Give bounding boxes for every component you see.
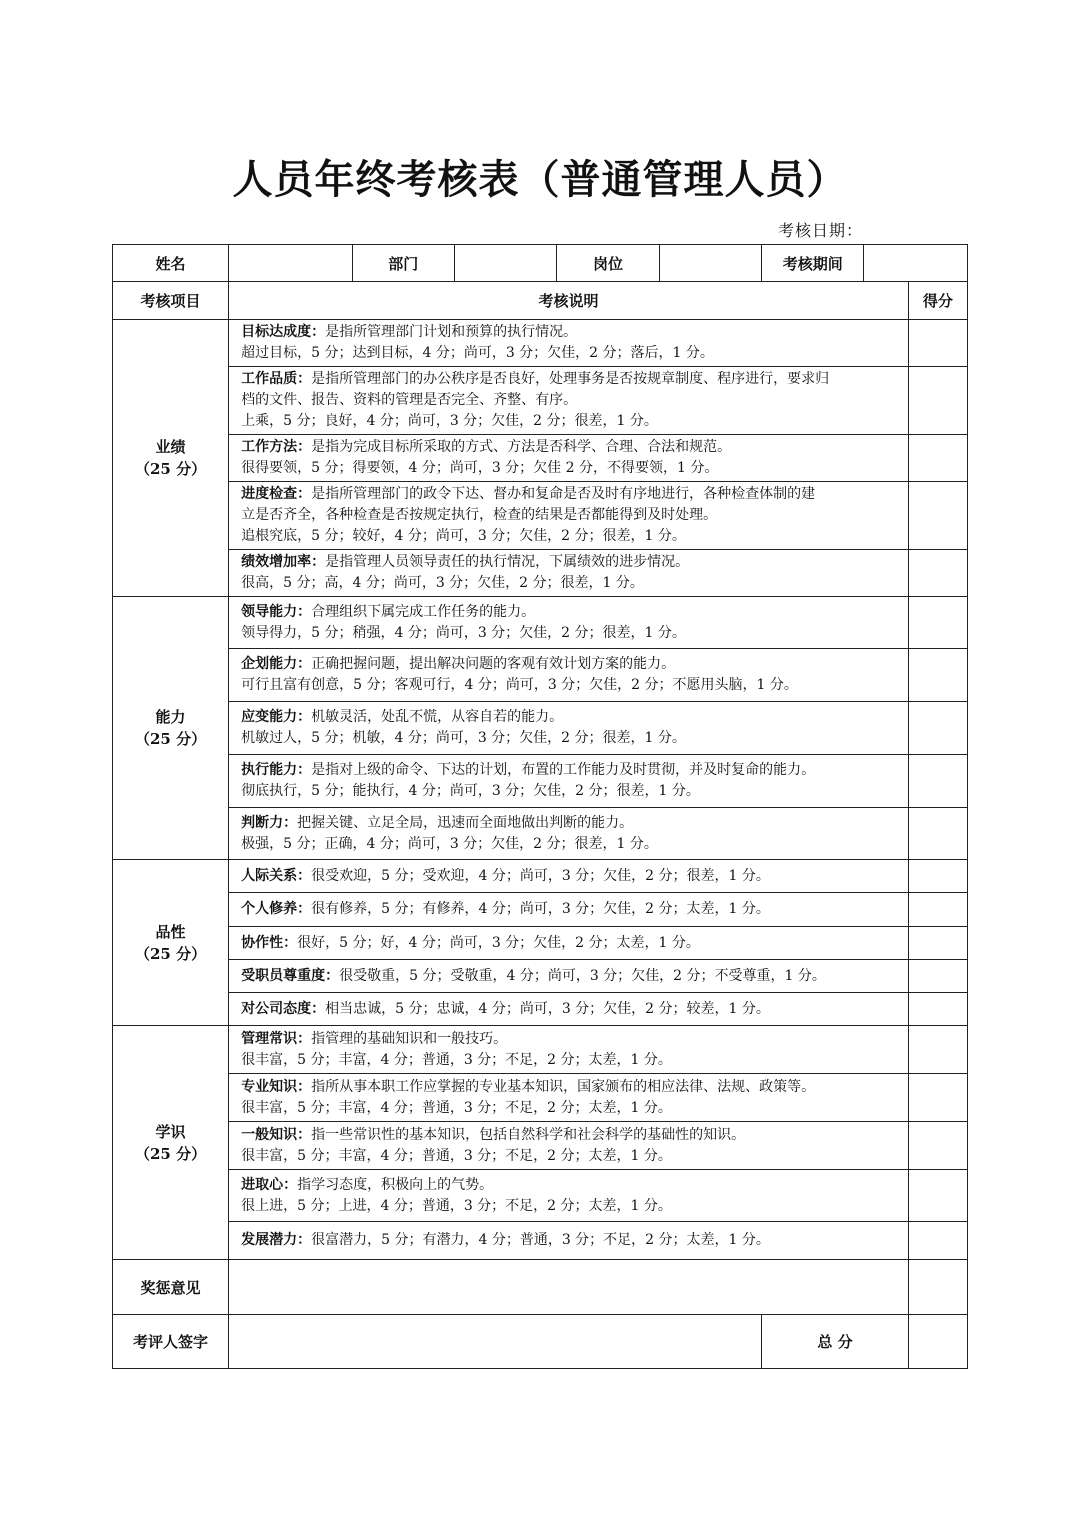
criterion-line <box>241 411 908 432</box>
criterion-line <box>241 437 908 458</box>
score-header: 得分 <box>908 282 967 320</box>
criterion-line <box>241 458 908 479</box>
post-field[interactable] <box>659 245 761 282</box>
criterion-description <box>229 755 909 808</box>
criterion-description <box>229 893 909 927</box>
criterion-line <box>241 675 908 696</box>
criterion-line <box>241 899 908 920</box>
criterion-line <box>241 623 908 644</box>
criterion-line <box>241 526 908 547</box>
criterion-description <box>229 927 909 960</box>
criterion-description <box>229 649 909 702</box>
criterion-description <box>229 597 909 649</box>
category-name: 能力 <box>155 708 186 726</box>
category-name: 业绩 <box>155 438 186 456</box>
score-cell[interactable] <box>908 435 967 482</box>
criterion-row <box>113 993 968 1026</box>
category-points: （25 分） <box>135 730 207 748</box>
score-cell[interactable] <box>908 649 967 702</box>
criterion-line <box>241 1230 908 1251</box>
criterion-description <box>229 993 909 1026</box>
criterion-name: 协作性： <box>241 934 298 951</box>
criterion-line <box>241 707 908 728</box>
criterion-row <box>113 1122 968 1170</box>
header-row <box>113 282 968 320</box>
criterion-name: 企划能力： <box>241 656 312 672</box>
reward-row <box>113 1260 968 1315</box>
criterion-name: 个人修养： <box>241 901 312 917</box>
score-cell[interactable] <box>908 927 967 960</box>
criterion-description <box>229 808 909 860</box>
criterion-text: 很富潜力，5 分；有潜力，4 分；普通，3 分；不足，2 分；太差，1 分。 <box>311 1232 770 1248</box>
criterion-text: 是指为完成目标所采取的方式、方法是否科学、合理、合法和规范。 <box>311 439 732 455</box>
criterion-row <box>113 808 968 860</box>
criterion-text: 很受敬重，5 分；受敬重，4 分；尚可，3 分；欠佳，2 分；不受尊重，1 分。 <box>339 967 826 984</box>
category-name: 品性 <box>155 922 186 941</box>
criterion-text: 很有修养，5 分；有修养，4 分；尚可，3 分；欠佳，2 分；太差，1 分。 <box>311 901 770 917</box>
criterion-row <box>113 1170 968 1222</box>
criterion-line <box>241 573 908 594</box>
period-label: 考核期间 <box>762 245 864 282</box>
criterion-text: 是指对上级的命令、下达的计划，布置的工作能力及时贯彻，并及时复命的能力。 <box>311 762 816 778</box>
criterion-text: 可行且富有创意，5 分；客观可行，4 分；尚可，3 分；欠佳，2 分；不愿用头脑，1 分。 <box>241 677 798 693</box>
criterion-row <box>113 860 968 893</box>
score-cell[interactable] <box>908 1170 967 1222</box>
criterion-text: 很丰富，5 分；丰富，4 分；普通，3 分；不足，2 分；太差，1 分。 <box>241 1147 672 1164</box>
criterion-line <box>241 1125 908 1146</box>
review-date-label: 考核日期： <box>778 221 864 240</box>
score-cell[interactable] <box>908 893 967 927</box>
criterion-name: 管理常识： <box>241 1030 312 1047</box>
criterion-text: 追根究底，5 分；较好，4 分；尚可，3 分；欠佳，2 分；很差，1 分。 <box>241 528 686 544</box>
dept-label: 部门 <box>352 245 454 282</box>
criterion-name: 绩效增加率： <box>241 554 326 570</box>
criterion-text: 指学习态度，积极向上的气势。 <box>297 1176 494 1193</box>
criterion-line <box>241 966 908 987</box>
criterion-line <box>241 781 908 802</box>
criterion-line <box>241 834 908 855</box>
criterion-name: 执行能力： <box>241 762 312 778</box>
page-title: 人员年终考核表（普通管理人员） <box>232 157 848 203</box>
score-cell[interactable] <box>908 550 967 597</box>
category-cell <box>113 597 229 860</box>
criterion-row <box>113 550 968 597</box>
criterion-text: 很高，5 分；高，4 分；尚可，3 分；欠佳，2 分；很差，1 分。 <box>241 575 644 591</box>
criterion-line <box>241 322 908 343</box>
criterion-line <box>241 728 908 749</box>
criterion-description <box>229 1122 909 1170</box>
criterion-description <box>229 367 909 435</box>
item-header: 考核项目 <box>113 282 229 320</box>
score-cell[interactable] <box>908 482 967 550</box>
total-label: 总 分 <box>762 1315 909 1369</box>
score-cell[interactable] <box>908 1222 967 1260</box>
criterion-text: 指管理的基础知识和一般技巧。 <box>311 1030 508 1047</box>
criterion-name: 判断力： <box>241 814 298 831</box>
criterion-row <box>113 367 968 435</box>
category-points: （25 分） <box>135 1144 207 1163</box>
signer-field[interactable] <box>229 1315 762 1369</box>
criterion-line <box>241 813 908 834</box>
criterion-text: 机敏过人，5 分；机敏，4 分；尚可，3 分；欠佳，2 分；很差，1 分。 <box>241 730 686 746</box>
score-cell[interactable] <box>908 860 967 893</box>
signer-label: 考评人签字 <box>113 1315 229 1369</box>
criterion-row <box>113 649 968 702</box>
category-points: （25 分） <box>135 460 207 478</box>
name-label: 姓名 <box>113 245 229 282</box>
score-cell[interactable] <box>908 1074 967 1122</box>
criterion-row <box>113 320 968 367</box>
score-cell[interactable] <box>908 1026 967 1074</box>
criterion-description <box>229 1026 909 1074</box>
criterion-text: 很得要领，5 分；得要领，4 分；尚可，3 分；欠佳 2 分，不得要领，1 分。 <box>241 460 719 476</box>
criterion-name: 工作品质： <box>241 371 312 387</box>
criterion-text: 立是否齐全，各种检查是否按规定执行，检查的结果是否都能得到及时处理。 <box>241 507 718 523</box>
criterion-name: 专业知识： <box>241 1078 312 1095</box>
criterion-text: 彻底执行，5 分；能执行，4 分；尚可，3 分；欠佳，2 分；很差，1 分。 <box>241 783 700 799</box>
criterion-text: 很上进，5 分；上进，4 分；普通，3 分；不足，2 分；太差，1 分。 <box>241 1197 672 1214</box>
criterion-line <box>241 552 908 573</box>
score-cell[interactable] <box>908 1122 967 1170</box>
criterion-row <box>113 1074 968 1122</box>
criterion-line <box>241 933 908 954</box>
criterion-name: 人际关系： <box>241 867 312 884</box>
criterion-description <box>229 1222 909 1260</box>
criterion-description <box>229 435 909 482</box>
criterion-text: 合理组织下属完成工作任务的能力。 <box>311 603 536 620</box>
criterion-description <box>229 550 909 597</box>
criterion-row <box>113 1222 968 1260</box>
criterion-text: 很好，5 分；好，4 分；尚可，3 分；欠佳，2 分；太差，1 分。 <box>297 934 700 951</box>
score-cell[interactable] <box>908 702 967 755</box>
criterion-text: 是指所管理部门的政令下达、督办和复命是否及时有序地进行，各种检查体制的建 <box>311 486 816 502</box>
criterion-text: 上乘，5 分；良好，4 分；尚可，3 分；欠佳，2 分；很差，1 分。 <box>241 413 658 429</box>
criterion-text: 档的文件、报告、资料的管理是否完全、齐整、有序。 <box>241 392 578 408</box>
criterion-row <box>113 1026 968 1074</box>
category-points: （25 分） <box>135 944 207 963</box>
criterion-text: 超过目标，5 分；达到目标，4 分；尚可，3 分；欠佳，2 分；落后，1 分。 <box>241 345 714 361</box>
criterion-line <box>241 484 908 505</box>
score-cell[interactable] <box>908 960 967 993</box>
score-cell[interactable] <box>908 320 967 367</box>
appraisal-table <box>112 244 968 1369</box>
info-row <box>113 245 968 282</box>
criterion-name: 工作方法： <box>241 439 312 455</box>
total-score-cell[interactable] <box>908 1315 967 1369</box>
criterion-line <box>241 1146 908 1167</box>
reward-score-cell[interactable] <box>908 1260 967 1315</box>
criterion-line <box>241 1175 908 1196</box>
criterion-line <box>241 390 908 411</box>
score-cell[interactable] <box>908 597 967 649</box>
criterion-name: 进度检查： <box>241 486 312 502</box>
category-name: 学识 <box>155 1122 186 1141</box>
category-cell <box>113 1026 229 1260</box>
criterion-name: 应变能力： <box>241 709 312 725</box>
criterion-text: 是指所管理部门计划和预算的执行情况。 <box>325 324 578 340</box>
criterion-text: 很丰富，5 分；丰富，4 分；普通，3 分；不足，2 分；太差，1 分。 <box>241 1051 672 1068</box>
criterion-line <box>241 999 908 1020</box>
criterion-row <box>113 482 968 550</box>
criterion-line <box>241 1029 908 1050</box>
period-field[interactable] <box>864 245 968 282</box>
post-label: 岗位 <box>557 245 659 282</box>
criterion-line <box>241 1196 908 1217</box>
criterion-row <box>113 893 968 927</box>
criterion-row <box>113 597 968 649</box>
criterion-line <box>241 343 908 364</box>
criterion-name: 发展潜力： <box>241 1232 312 1248</box>
criterion-name: 领导能力： <box>241 603 312 620</box>
criterion-name: 受职员尊重度： <box>241 967 340 984</box>
criterion-name: 进取心： <box>241 1176 298 1193</box>
criterion-text: 相当忠诚，5 分；忠诚，4 分；尚可，3 分；欠佳，2 分；较差，1 分。 <box>325 1000 770 1017</box>
criterion-text: 很丰富，5 分；丰富，4 分；普通，3 分；不足，2 分；太差，1 分。 <box>241 1099 672 1116</box>
score-cell[interactable] <box>908 808 967 860</box>
criterion-line <box>241 369 908 390</box>
criterion-text: 指一些常识性的基本知识，包括自然科学和社会科学的基础性的知识。 <box>311 1126 746 1143</box>
desc-header: 考核说明 <box>229 282 909 320</box>
criterion-row <box>113 702 968 755</box>
criterion-line <box>241 602 908 623</box>
criterion-line <box>241 1050 908 1071</box>
category-cell <box>113 320 229 597</box>
criterion-description <box>229 1074 909 1122</box>
criterion-row <box>113 927 968 960</box>
criterion-name: 对公司态度： <box>241 1000 326 1017</box>
criterion-row <box>113 755 968 808</box>
criterion-line <box>241 866 908 887</box>
score-cell[interactable] <box>908 367 967 435</box>
criterion-line <box>241 1077 908 1098</box>
criterion-text: 指所从事本职工作应掌握的专业基本知识，国家颁布的相应法律、法规、政策等。 <box>311 1078 816 1095</box>
name-field[interactable] <box>229 245 353 282</box>
criterion-description <box>229 320 909 367</box>
criterion-text: 领导得力，5 分；稍强，4 分；尚可，3 分；欠佳，2 分；很差，1 分。 <box>241 624 686 641</box>
criterion-name: 一般知识： <box>241 1126 312 1143</box>
criterion-text: 很受欢迎，5 分；受欢迎，4 分；尚可，3 分；欠佳，2 分；很差，1 分。 <box>311 867 770 884</box>
criterion-row <box>113 960 968 993</box>
criterion-text: 把握关键、立足全局，迅速而全面地做出判断的能力。 <box>297 814 634 831</box>
criterion-text: 是指所管理部门的办公秩序是否良好，处理事务是否按规章制度、程序进行，要求归 <box>311 371 830 387</box>
criterion-row <box>113 435 968 482</box>
score-cell[interactable] <box>908 755 967 808</box>
criterion-text: 极强，5 分；正确，4 分；尚可，3 分；欠佳，2 分；很差，1 分。 <box>241 835 658 852</box>
signature-row <box>113 1315 968 1369</box>
reward-field[interactable] <box>229 1260 909 1315</box>
dept-field[interactable] <box>454 245 556 282</box>
criterion-description <box>229 860 909 893</box>
score-cell[interactable] <box>908 993 967 1026</box>
criterion-description <box>229 1170 909 1222</box>
criterion-name: 目标达成度： <box>241 324 326 340</box>
criterion-line <box>241 760 908 781</box>
criterion-text: 是指管理人员领导责任的执行情况，下属绩效的进步情况。 <box>325 554 690 570</box>
reward-label: 奖惩意见 <box>113 1260 229 1315</box>
criterion-description <box>229 702 909 755</box>
category-cell <box>113 860 229 1026</box>
criterion-line <box>241 654 908 675</box>
criterion-description <box>229 482 909 550</box>
criterion-text: 机敏灵活，处乱不慌，从容自若的能力。 <box>311 709 564 725</box>
criterion-line <box>241 505 908 526</box>
criterion-description <box>229 960 909 993</box>
criterion-text: 正确把握问题，提出解决问题的客观有效计划方案的能力。 <box>311 656 676 672</box>
criterion-line <box>241 1098 908 1119</box>
